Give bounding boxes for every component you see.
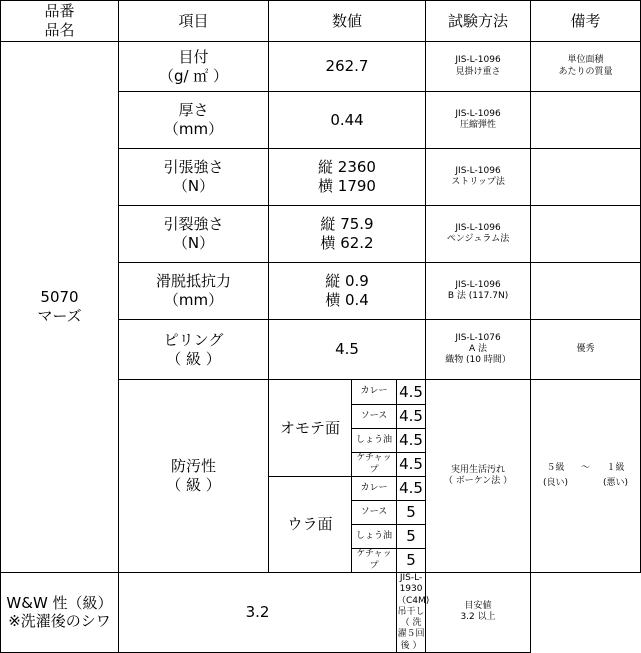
value-thickness: 0.44 <box>269 92 426 149</box>
face-front: オモテ面 <box>269 380 352 477</box>
stain-type: ケチャップ <box>352 453 397 477</box>
value-pilling: 4.5 <box>269 320 426 380</box>
item-weight: 目付 （g/ ㎡ ） <box>119 42 269 92</box>
stain-type: カレー <box>352 477 397 501</box>
note-slippage <box>531 263 641 320</box>
face-back: ウラ面 <box>269 477 352 573</box>
value-weight: 262.7 <box>269 42 426 92</box>
method-stain: 実用生活汚れ （ ボーケン法 ） <box>426 380 531 573</box>
header-row <box>1 1 641 42</box>
note-stain <box>531 380 641 573</box>
method-pilling: JIS-L-1076 A 法 織物 (10 時間） <box>426 320 531 380</box>
item-wash: W&W 性（級） ※洗濯後のシワ <box>1 573 119 653</box>
header-name: 品番 品名 <box>1 1 119 42</box>
grade-scale: ５級 (良い) 〜 １級 (悪い) <box>543 462 629 488</box>
product-name: マーズ <box>37 307 82 325</box>
value-tear: 縦 75.9 横 62.2 <box>269 206 426 263</box>
stain-type: ソース <box>352 405 397 429</box>
stain-grade: 4.5 <box>397 380 426 405</box>
stain-grade: 5 <box>397 501 426 525</box>
note-tear <box>531 206 641 263</box>
stain-type: しょう油 <box>352 429 397 453</box>
method-tear: JIS-L-1096 ペンジュラム法 <box>426 206 531 263</box>
stain-type: しょう油 <box>352 525 397 549</box>
stain-grade: 4.5 <box>397 405 426 429</box>
value-tensile: 縦 2360 横 1790 <box>269 149 426 206</box>
method-weight: JIS-L-1096 見掛け重さ <box>426 42 531 92</box>
stain-type: ケチャップ <box>352 549 397 573</box>
item-slippage: 滑脱抵抗力 （mm） <box>119 263 269 320</box>
stain-grade: 5 <box>397 525 426 549</box>
product-cell <box>1 42 119 573</box>
item-stain: 防汚性 （ 級 ） <box>119 380 269 573</box>
note-thickness <box>531 92 641 149</box>
stain-type: カレー <box>352 380 397 405</box>
method-slippage: JIS-L-1096 B 法 (117.7N) <box>426 263 531 320</box>
method-tensile: JIS-L-1096 ストリップ法 <box>426 149 531 206</box>
note-wash: 目安値 3.2 以上 <box>426 573 531 653</box>
note-pilling: 優秀 <box>531 320 641 380</box>
product-code: 5070 <box>40 288 79 307</box>
item-tensile: 引張強さ （N） <box>119 149 269 206</box>
stain-grade: 4.5 <box>397 429 426 453</box>
header-item: 項目 <box>119 1 269 42</box>
note-tensile <box>531 149 641 206</box>
header-value: 数値 <box>269 1 426 42</box>
note-weight: 単位面積 あたりの質量 <box>531 42 641 92</box>
value-slippage: 縦 0.9 横 0.4 <box>269 263 426 320</box>
item-thickness: 厚さ （mm） <box>119 92 269 149</box>
method-wash: JIS-L-1930 （C4M) 吊干し （ 洗濯５回後 ） <box>397 573 430 651</box>
value-wash: 3.2 <box>119 573 397 653</box>
header-note: 備考 <box>531 1 641 42</box>
row-wash <box>1 573 641 653</box>
stain-grade: 4.5 <box>397 453 426 477</box>
stain-grade: 5 <box>397 549 426 573</box>
item-pilling: ピリング （ 級 ） <box>119 320 269 380</box>
stain-type: ソース <box>352 501 397 525</box>
item-tear: 引裂強さ （N） <box>119 206 269 263</box>
row-weight <box>1 42 641 92</box>
stain-grade: 4.5 <box>397 477 426 501</box>
method-thickness: JIS-L-1096 圧縮弾性 <box>426 92 531 149</box>
header-method: 試験方法 <box>426 1 531 42</box>
